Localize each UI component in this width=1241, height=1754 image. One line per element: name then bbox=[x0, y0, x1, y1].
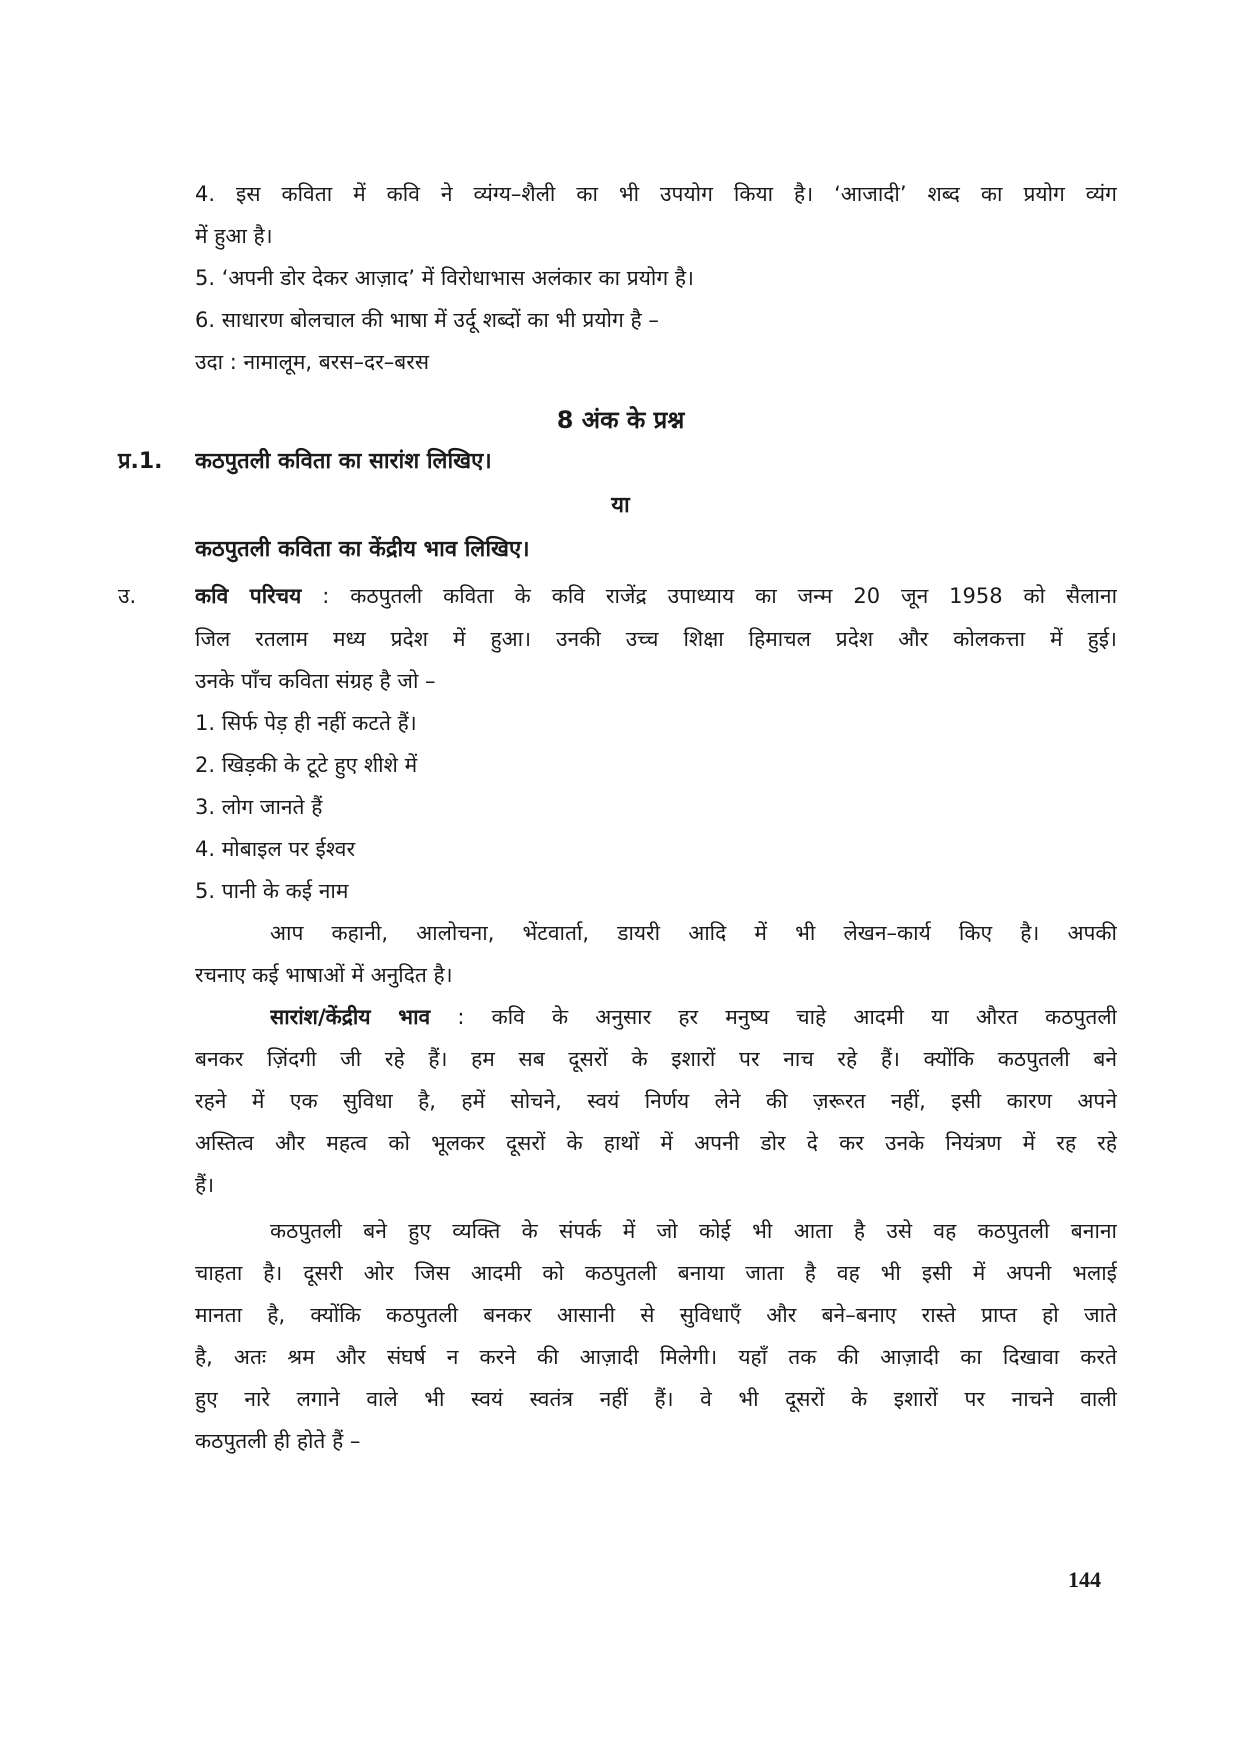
collection-item: 5. पानी के कई नाम bbox=[195, 879, 349, 903]
collection-item: 3. लोग जानते हैं bbox=[195, 795, 323, 819]
summary-line-3: रहने में एक सुविधा है, हमें सोचने, स्वयं निर्णय लेने की ज़रूरत नहीं, इसी कारण अपने bbox=[195, 1089, 1117, 1113]
paragraph-2-line-5: हुए नारे लगाने वाले भी स्वयं स्वतंत्र नहीं हैं। वे भी दूसरों के इशारों पर नाचने वाली bbox=[195, 1387, 1117, 1411]
point-5: 5. ‘अपनी डोर देकर आज़ाद’ में विरोधाभास अलंकार का प्रयोग है। bbox=[195, 266, 694, 290]
collection-item: 1. सिर्फ पेड़ ही नहीं कटते हैं। bbox=[195, 711, 417, 735]
point-4-line-1: 4. इस कविता में कवि ने व्यंग्य–शैली का भी उपयोग किया है। ‘आजादी’ शब्द का प्रयोग व्यंग bbox=[195, 182, 1117, 206]
question-label: प्र.1. bbox=[118, 449, 163, 474]
question-alt-text: कठपुतली कविता का केंद्रीय भाव लिखिए। bbox=[195, 537, 530, 562]
section-heading: 8 अंक के प्रश्न bbox=[556, 406, 685, 434]
collection-item: 2. खिड़की के टूटे हुए शीशे में bbox=[195, 753, 418, 777]
intro-line-2: जिल रतलाम मध्य प्रदेश में हुआ। उनकी उच्च शिक्षा हिमाचल प्रदेश और कोलकत्ता में हुई। bbox=[195, 627, 1117, 651]
paragraph-2-line-2: चाहता है। दूसरी ओर जिस आदमी को कठपुतली बनाया जाता है वह भी इसी में अपनी भलाई bbox=[195, 1261, 1117, 1285]
answer-label: उ. bbox=[118, 584, 137, 608]
summary-line-5: हैं। bbox=[195, 1173, 215, 1197]
writing-line-2: रचनाए कई भाषाओं में अनुदित है। bbox=[195, 963, 453, 987]
summary-heading: सारांश/केंद्रीय भाव bbox=[270, 1005, 431, 1029]
point-6: 6. साधारण बोलचाल की भाषा में उर्दू शब्दों का भी प्रयोग है – bbox=[195, 308, 659, 332]
summary-line-2: बनकर ज़िंदगी जी रहे हैं। हम सब दूसरों के इशारों पर नाच रहे हैं। क्योंकि कठपुतली बने bbox=[195, 1047, 1117, 1071]
paragraph-2-line-1: कठपुतली बने हुए व्यक्ति के संपर्क में जो कोई भी आता है उसे वह कठपुतली बनाना bbox=[270, 1219, 1117, 1243]
intro-heading: कवि परिचय bbox=[195, 584, 302, 608]
example-line: उदा : नामालूम, बरस–दर–बरस bbox=[195, 350, 430, 374]
or-separator: या bbox=[611, 493, 630, 518]
intro-line-1-rest: : कठपुतली कविता के कवि राजेंद्र उपाध्याय का जन्म 20 जून 1958 को सैलाना bbox=[301, 584, 1117, 608]
intro-line-1 bbox=[195, 575, 1117, 617]
collection-item: 4. मोबाइल पर ईश्वर bbox=[195, 837, 356, 861]
paragraph-2-line-4: है, अतः श्रम और संघर्ष न करने की आज़ादी मिलेगी। यहाँ तक की आज़ादी का दिखावा करते bbox=[195, 1345, 1117, 1369]
summary-line-1 bbox=[270, 996, 1117, 1038]
paragraph-2-line-6: कठपुतली ही होते हैं – bbox=[195, 1429, 361, 1453]
question-text: कठपुतली कविता का सारांश लिखिए। bbox=[195, 449, 492, 474]
summary-line-1-rest: : कवि के अनुसार हर मनुष्य चाहे आदमी या औरत कठपुतली bbox=[430, 1005, 1117, 1029]
point-4-line-2: में हुआ है। bbox=[195, 224, 273, 248]
page-number: 144 bbox=[1068, 1567, 1101, 1592]
intro-line-3: उनके पाँच कविता संग्रह है जो – bbox=[195, 669, 436, 693]
paragraph-2-line-3: मानता है, क्योंकि कठपुतली बनकर आसानी से सुविधाएँ और बने–बनाए रास्ते प्राप्त हो जाते bbox=[195, 1303, 1117, 1327]
summary-line-4: अस्तित्व और महत्व को भूलकर दूसरों के हाथों में अपनी डोर दे कर उनके नियंत्रण में रह रहे bbox=[195, 1131, 1117, 1155]
writing-line-1: आप कहानी, आलोचना, भेंटवार्ता, डायरी आदि में भी लेखन–कार्य किए है। अपकी bbox=[270, 921, 1117, 945]
